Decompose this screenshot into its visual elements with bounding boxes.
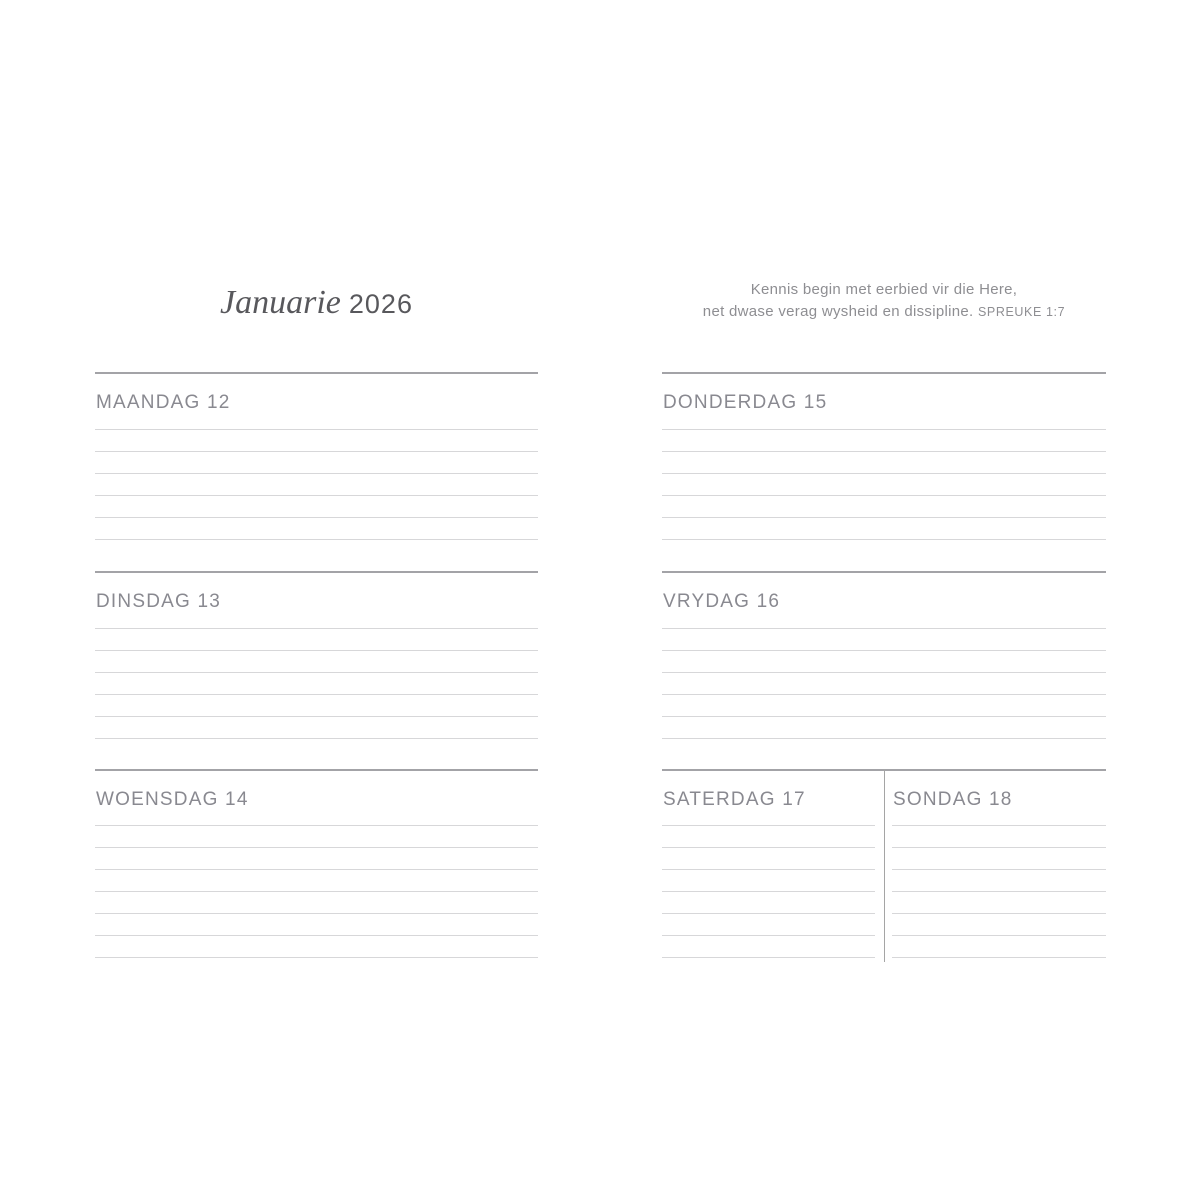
writing-line [95,429,538,430]
day-number: 16 [756,591,781,612]
day-name: WOENSDAG [96,789,219,810]
writing-line [892,869,1106,870]
day-number: 15 [803,392,828,413]
day-section-weekend [662,769,1106,960]
writing-line [662,847,875,848]
day-name: VRYDAG [663,591,751,612]
day-section-donderdag [662,372,1106,571]
writing-line [662,539,1106,540]
day-name: DONDERDAG [663,392,798,413]
day-name: DINSDAG [96,591,191,612]
writing-line [95,738,538,739]
writing-line [662,650,1106,651]
writing-line [662,628,1106,629]
right-page [662,0,1106,1200]
day-name: SATERDAG [663,789,776,810]
day-section-vrydag [662,571,1106,769]
day-header [663,790,806,809]
writing-line [662,825,875,826]
saterdag-column [662,771,875,960]
writing-line [892,913,1106,914]
writing-line [662,473,1106,474]
day-section-dinsdag [95,571,538,769]
writing-line [95,539,538,540]
day-number: 17 [782,789,806,810]
writing-line [662,957,875,958]
writing-line [662,891,875,892]
writing-line [95,957,538,958]
writing-line [95,847,538,848]
month-title [95,283,538,329]
day-header [96,393,231,412]
writing-line [95,935,538,936]
scripture-line-1: Kennis begin met eerbied vir die Here, [750,281,1018,298]
day-header [96,592,221,611]
left-page [95,0,538,1200]
writing-line [95,694,538,695]
day-name: MAANDAG [96,392,201,413]
day-name: SONDAG [893,789,983,810]
writing-line [662,869,875,870]
writing-line [662,495,1106,496]
writing-line [662,517,1106,518]
writing-line [95,825,538,826]
scripture-text: net dwase verag wysheid en dissipline. [702,303,974,320]
writing-line [95,473,538,474]
day-header [893,790,1013,809]
writing-line [95,869,538,870]
writing-line [95,451,538,452]
day-header [663,393,827,412]
scripture-verse [662,279,1106,323]
day-number: 18 [989,789,1013,810]
writing-line [662,716,1106,717]
writing-line [95,517,538,518]
writing-line [95,913,538,914]
weekend-column-divider [884,769,885,962]
writing-line [892,891,1106,892]
day-section-woensdag [95,769,538,960]
year-label: 2026 [348,289,413,319]
writing-line [892,935,1106,936]
writing-line [892,957,1106,958]
writing-line [95,495,538,496]
day-header [96,790,249,809]
writing-line [95,628,538,629]
day-number: 12 [206,392,231,413]
writing-line [662,935,875,936]
writing-line [662,672,1106,673]
writing-line [892,847,1106,848]
day-section-maandag [95,372,538,571]
sondag-column [892,771,1106,960]
day-header [663,592,780,611]
writing-line [95,716,538,717]
writing-line [662,694,1106,695]
month-name: Januarie [220,284,341,321]
writing-line [95,891,538,892]
writing-line [662,451,1106,452]
day-number: 13 [197,591,221,612]
writing-line [662,913,875,914]
writing-line [95,672,538,673]
writing-line [662,738,1106,739]
writing-line [95,650,538,651]
writing-line [892,825,1106,826]
writing-line [662,429,1106,430]
scripture-line-2 [662,301,1106,323]
day-number: 14 [225,789,249,810]
scripture-reference: SPREUKE 1:7 [977,305,1066,319]
